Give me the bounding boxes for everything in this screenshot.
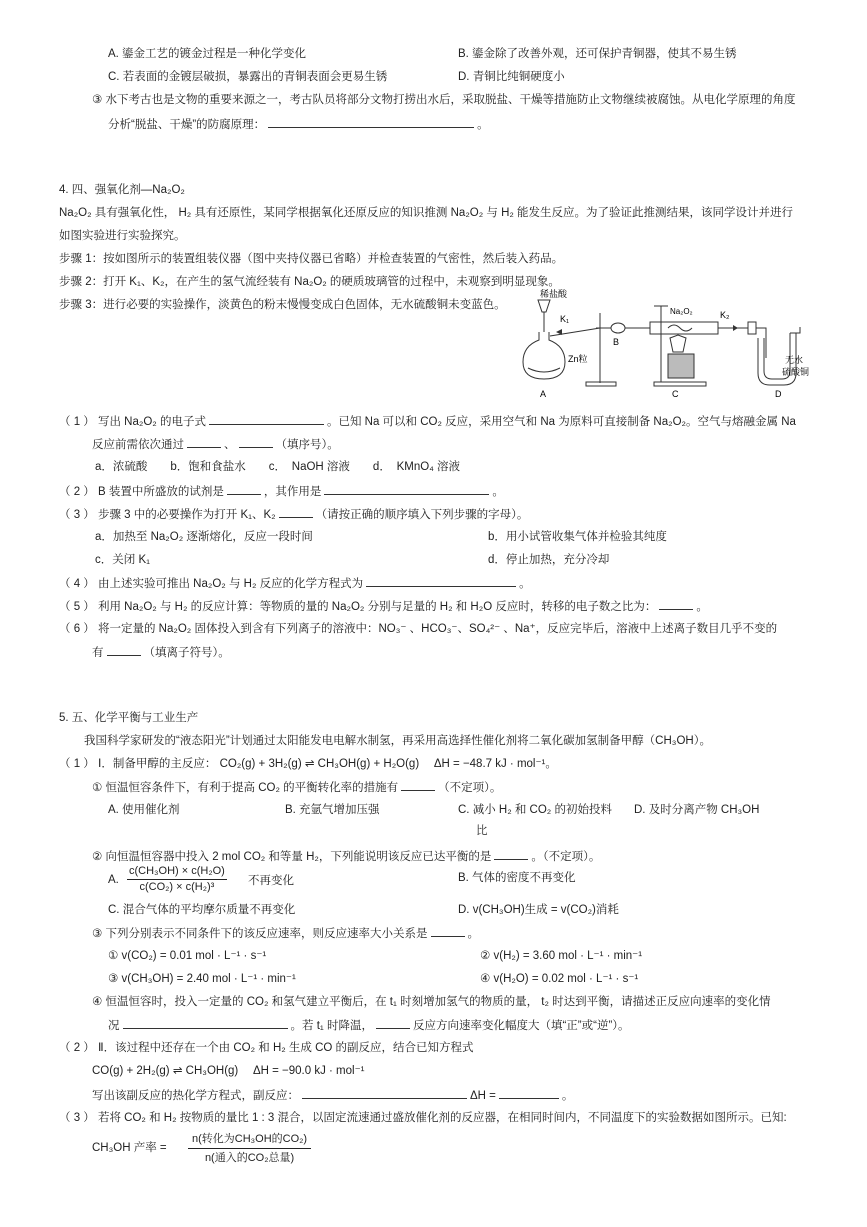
section-4-title: 4. 四、强氧化剂—Na₂O₂ [59,184,185,196]
q4-3-option-b: b．用小试管收集气体并检验其纯度 [488,531,667,543]
answer-blank[interactable] [268,116,474,128]
stand-base-a [586,382,616,386]
section-4-intro-2: 如图实验进行实验探究。 [59,230,186,242]
q5-1-1-d: D. 及时分离产物 CH₃OH [634,804,760,816]
zn-label: Zn粒 [568,354,588,364]
q4-3-option-a: a．加热至 Na₂O₂ 逐渐熔化，反应一段时间 [95,531,313,543]
q5-1-1-b: B. 充氩气增加压强 [285,804,380,816]
question-3-line2: 分析“脱盐、干燥”的防腐原理： 。 [108,116,489,133]
answer-blank[interactable] [494,848,528,860]
q5-1-1-a: A. 使用催化剂 [108,804,180,816]
rate-2: ② v(H₂) = 3.60 mol · L⁻¹ · min⁻¹ [480,950,643,962]
q4-1-options: a．浓硫酸 b．饱和食盐水 c． NaOH 溶液 d． KMnO₄ 溶液 [95,461,461,473]
answer-blank[interactable] [227,483,261,495]
q5-2-line1: （ 2 ） Ⅱ．该过程中还存在一个由 CO₂ 和 H₂ 生成 CO 的副反应，结合已知方程式 [59,1042,474,1054]
acid-label: 稀盐酸 [540,289,568,299]
answer-blank[interactable] [324,483,489,495]
answer-blank[interactable] [279,506,313,518]
question-3-line1: ③ 水下考古也是文物的重要来源之一，考古队员将部分文物打捞出水后，采取脱盐、干燥等措施防止文物继续被腐蚀。从电化学原理的角度 [92,94,796,106]
q5-1-4-line2: 况 。若 t₁ 时降温， 反应方向速率变化幅度大（填“正”或“逆”）。 [108,1017,630,1034]
answer-blank[interactable] [187,436,221,448]
burner-base [668,354,694,378]
q4-3: （ 3 ） 步骤 3 中的必要操作为打开 K₁、K₂ （请按正确的顺序填入下列步骤的字母）。 [59,506,528,523]
burner-c [670,335,686,352]
option-a: A. 鎏金工艺的镀金过程是一种化学变化 [108,48,307,60]
q4-2: （ 2 ） B 装置中所盛放的试剂是 ，其作用是 。 [59,483,504,500]
step-3: 步骤 3：进行必要的实验操作，淡黄色的粉末慢慢变成白色固体，无水硫酸铜未变蓝色。 [59,299,506,311]
q4-1-line2: 反应前需依次通过 、 （填序号）。 [92,436,339,453]
rate-1: ① v(CO₂) = 0.01 mol · L⁻¹ · s⁻¹ [108,950,267,962]
q5-1-2: ② 向恒温恒容器中投入 2 mol CO₂ 和等量 H₂，下列能说明该反应已达平衡的是 。（不定项）。 [92,848,600,865]
q5-1-2-a-text: 不再变化 [248,875,294,887]
answer-blank[interactable] [123,1017,288,1029]
q4-6-line1: （ 6 ） 将一定量的 Na₂O₂ 固体投入到含有下列离子的溶液中：NO₃⁻ 、HCO₃⁻、SO₄²⁻ 、Na⁺，反应完毕后，溶液中上述离子数目几乎不变的 [59,623,778,635]
q4-4: （ 4 ） 由上述实验可推出 Na₂O₂ 与 H₂ 反应的化学方程式为 。 [59,575,531,592]
q4-1-line1: （ 1 ） 写出 Na₂O₂ 的电子式 。已知 Na 可以和 CO₂ 反应，采用空气和 Na 为原料可直接制备 Na₂O₂。空气与熔融金属 Na [59,413,796,430]
step-1: 步骤 1：按如图所示的装置组装仪器（图中夹持仪器已省略）并检查装置的气密性，然后装入药品。 [59,253,564,265]
answer-blank[interactable] [499,1087,559,1099]
valve-k2 [733,325,738,331]
rate-3: ③ v(CH₃OH) = 2.40 mol · L⁻¹ · min⁻¹ [108,973,296,985]
na2o2-label: Na₂O₂ [670,307,693,316]
q5-1-3: ③ 下列分别表示不同条件下的该反应速率，则反应速率大小关系是 。 [92,925,479,942]
q5-1-1: ① 恒温恒容条件下，有利于提高 CO₂ 的平衡转化率的措施有 （不定项）。 [92,779,501,796]
q5-1-1-c: C. 减小 H₂ 和 CO₂ 的初始投料 [458,804,612,816]
glass-tube-c [650,322,718,334]
option-c: C. 若表面的金镀层破损，暴露出的青铜表面会更易生锈 [108,71,388,83]
answer-blank[interactable] [239,436,273,448]
cuso4-label-2: 硫酸铜 [782,367,810,377]
q4-6-line2: 有 （填离子符号）。 [92,644,230,661]
k1-label: K₁ [560,314,570,324]
drying-tube-b [611,323,625,333]
k2-label: K₂ [720,310,730,320]
answer-blank[interactable] [659,598,693,610]
q5-1-1-c-cont: 比 [476,825,488,837]
q5-1-4-line1: ④ 恒温恒容时，投入一定量的 CO₂ 和氢气建立平衡后，在 t₁ 时刻增加氢气的物质的量， t₂ 时达到平衡，请描述正反应向速率的变化情 [92,996,771,1008]
answer-blank[interactable] [376,1017,410,1029]
q5-1-main-reaction: （ 1 ） Ⅰ．制备甲醇的主反应： CO₂(g) + 3H₂(g) ⇌ CH₃OH(g) + H₂O(g) ΔH = −48.7 kJ · mol⁻¹。 [59,758,557,770]
answer-blank[interactable] [366,575,516,587]
label-b: B [613,337,620,347]
option-d: D. 青铜比纯铜硬度小 [458,71,565,83]
q5-2-line3: 写出该副反应的热化学方程式，副反应： ΔH = 。 [92,1087,573,1104]
label-c: C [672,389,679,399]
label-a: A [540,389,547,399]
section-5-intro: 我国科学家研发的“液态阳光”计划通过太阳能发电电解水制氢，再采用高选择性催化剂将二氧化碳加氢制备甲醇（CH₃OH）。 [84,735,711,747]
q5-1-2-a-label: A. [108,874,119,886]
section-5-title: 5. 五、化学平衡与工业生产 [59,712,199,724]
rate-4: ④ v(H₂O) = 0.02 mol · L⁻¹ · s⁻¹ [480,973,639,985]
q5-1-2-c: C. 混合气体的平均摩尔质量不再变化 [108,904,296,916]
q5-3-line1: （ 3 ） 若将 CO₂ 和 H₂ 按物质的量比 1 : 3 混合，以固定流速通过盛放催化剂的反应器，在相同时间内，不同温度下的实验数据如图所示。已知: [59,1112,787,1124]
answer-blank[interactable] [431,925,465,937]
option-b: B. 鎏金除了改善外观，还可保护青铜器，使其不易生锈 [458,48,737,60]
section-4-intro-1: Na₂O₂ 具有强氧化性， H₂ 具有还原性，某同学根据氧化还原反应的知识推测 Na₂O₂ 与 H₂ 能发生反应。为了验证此推测结果，该同学设计并进行 [59,207,794,219]
answer-blank[interactable] [302,1087,467,1099]
cuso4-label-1: 无水 [785,355,804,365]
label-d: D [775,389,782,399]
q4-3-option-c: c．关闭 K₁ [95,554,150,566]
answer-blank[interactable] [401,779,435,791]
q5-1-2-b: B. 气体的密度不再变化 [458,872,576,884]
q5-1-2-a-fraction: c(CH₃OH) × c(H₂O) c(CO₂) × c(H₂)³ [129,865,225,893]
step-2: 步骤 2：打开 K₁、K₂，在产生的氢气流经装有 Na₂O₂ 的硬质玻璃管的过程中，未观察到明显现象。 [59,276,560,288]
answer-blank[interactable] [209,413,324,425]
apparatus-figure [520,288,810,400]
q4-3-option-d: d．停止加热，充分冷却 [488,554,610,566]
q5-1-2-d: D. v(CH₃OH)生成 = v(CO₂)消耗 [458,904,619,916]
yield-lhs: CH₃OH 产率 = [92,1142,167,1154]
q4-5: （ 5 ） 利用 Na₂O₂ 与 H₂ 的反应计算：等物质的量的 Na₂O₂ 分别与足量的 H₂ 和 H₂O 反应时，转移的电子数之比为： 。 [59,598,708,615]
answer-blank[interactable] [107,644,141,656]
dropping-funnel [538,300,550,312]
q5-2-equation: CO(g) + 2H₂(g) ⇌ CH₃OH(g) ΔH = −90.0 kJ · mol⁻¹ [92,1065,365,1077]
yield-fraction: n(转化为CH₃OH的CO₂) n(通入的CO₂总量) [188,1130,311,1167]
